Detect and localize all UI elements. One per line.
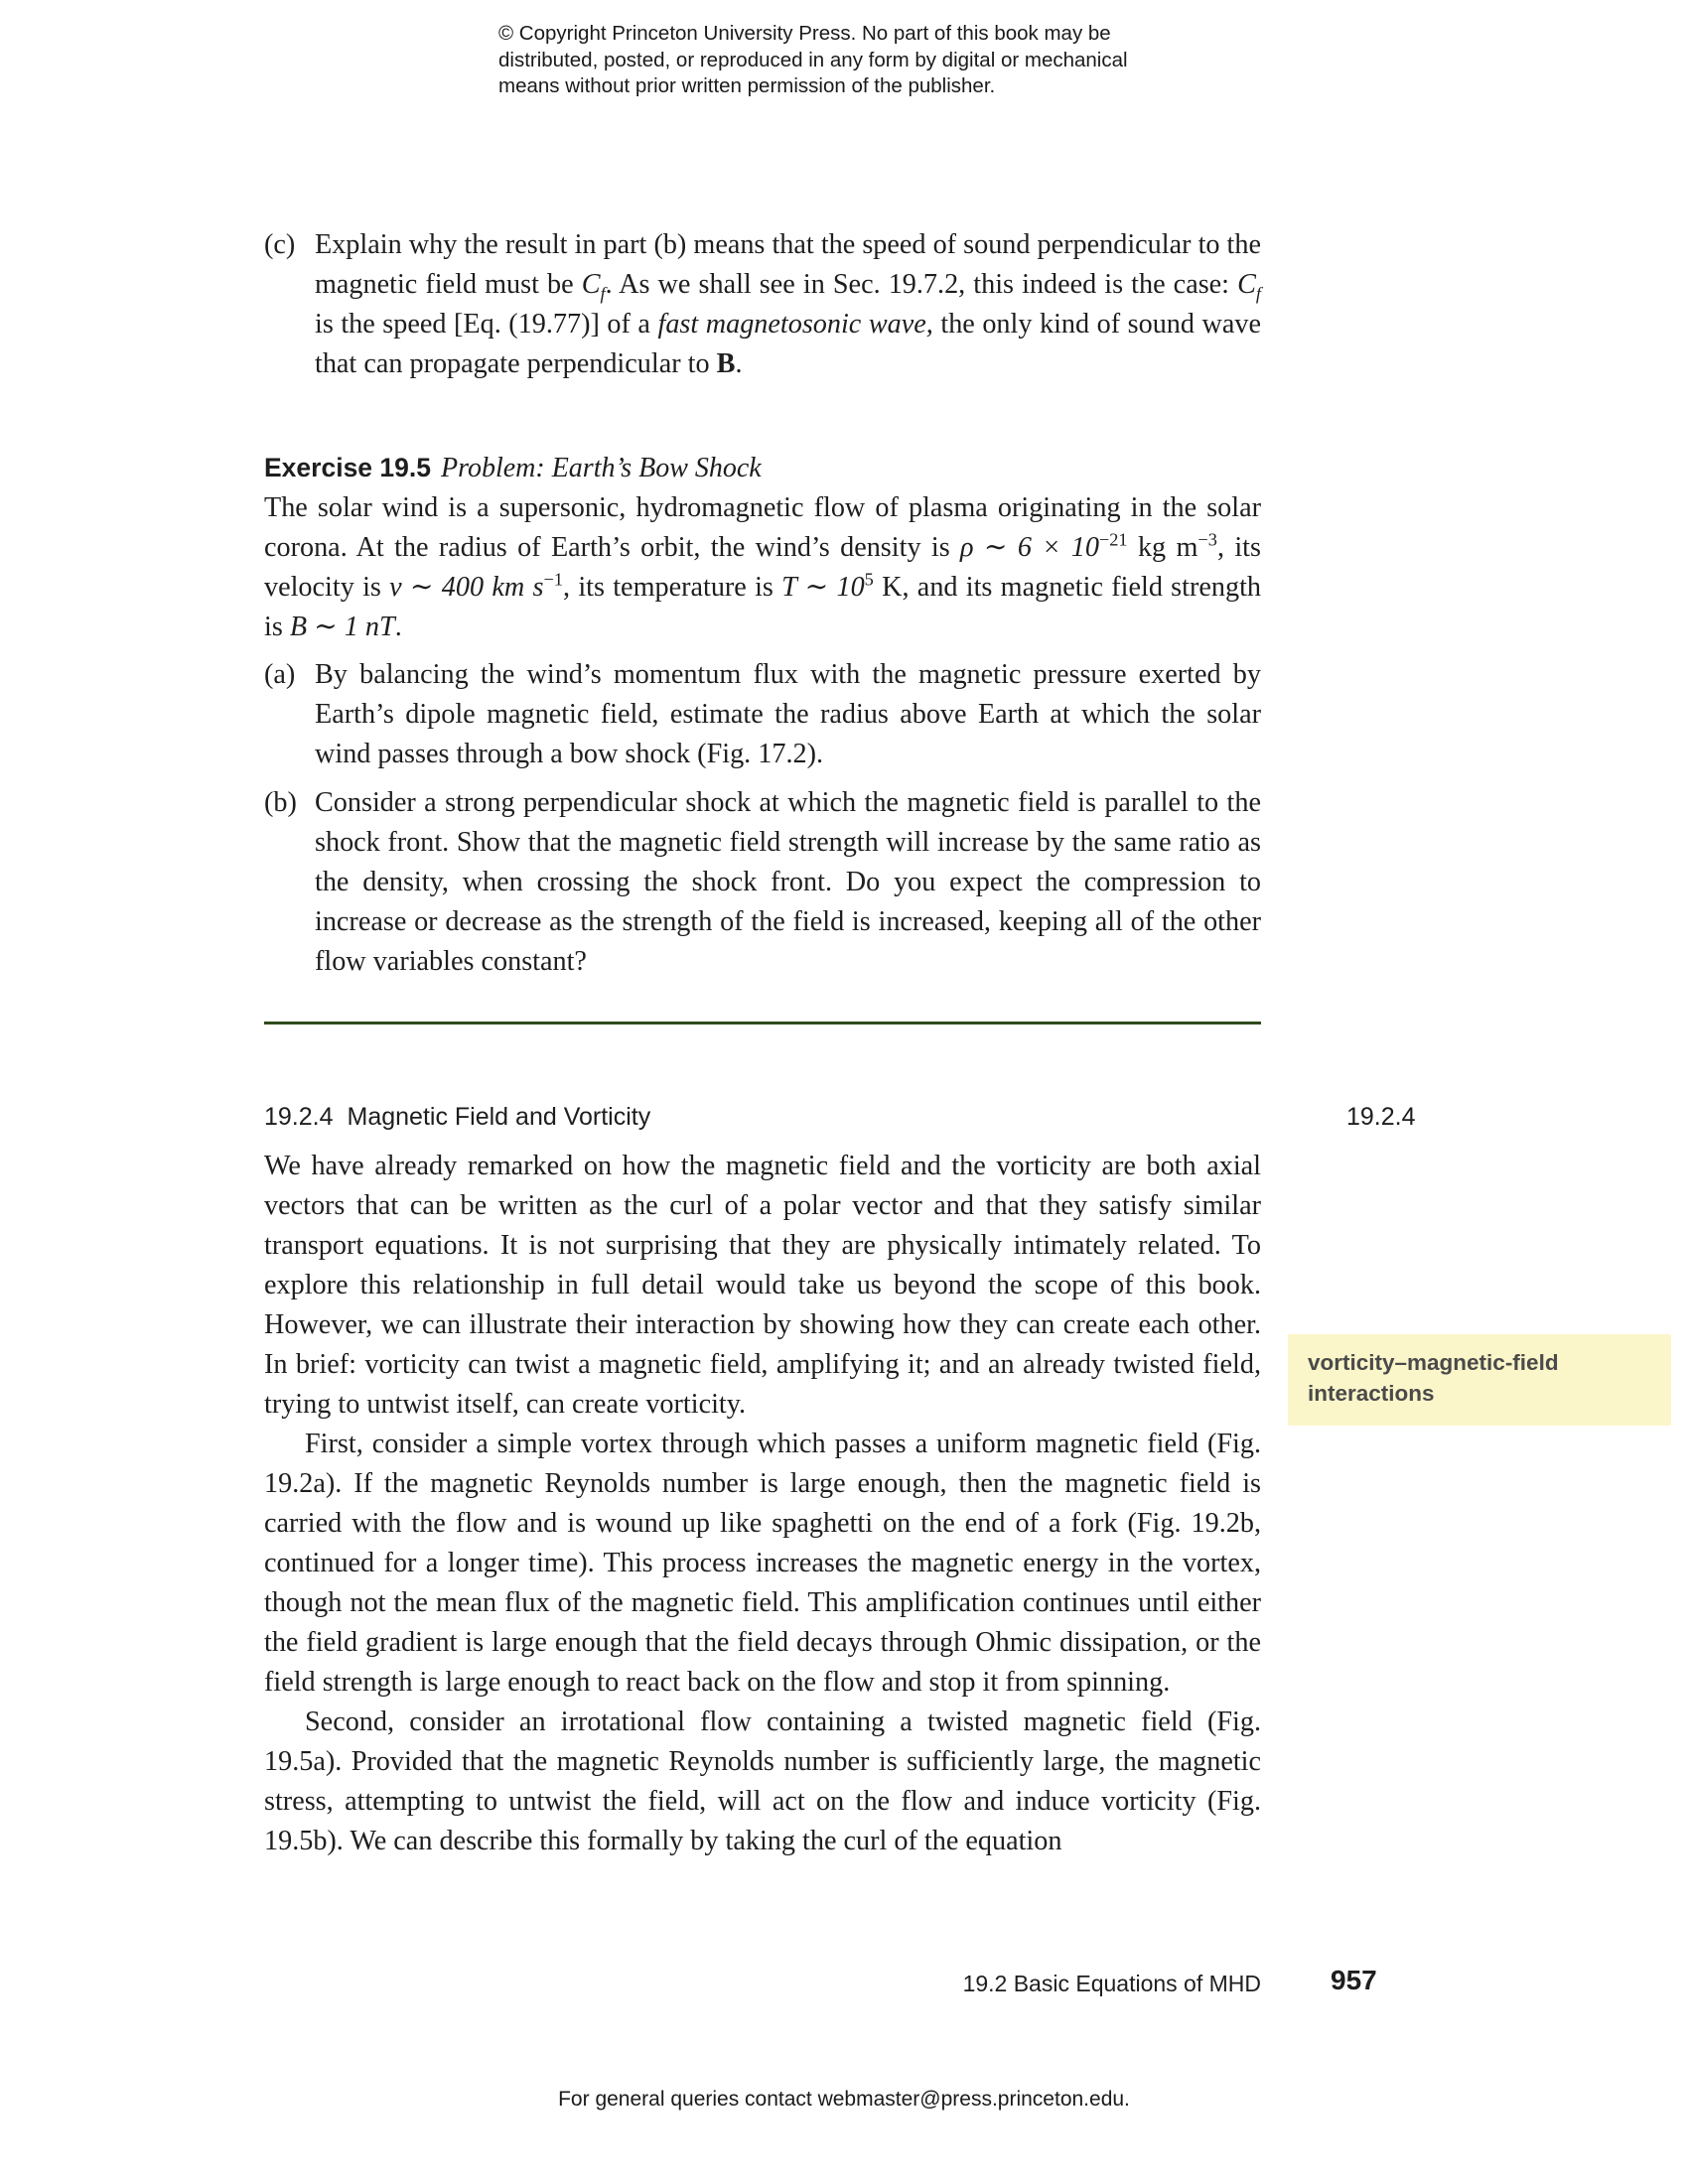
contact-footer: For general queries contact webmaster@press.princeton.edu. — [558, 2088, 1130, 2111]
exercise-end-rule — [264, 1022, 1261, 1024]
body-paragraph: First, consider a simple vortex through which passes a uniform magnetic field (Fig. 19.2a). If the magnetic Reynolds number is large enough, then the magnetic field is carried with the flow and is wound up like spaghetti on the end of a fork (Fig. 19.2b, continued for a longer time). This process increases the magnetic energy in the vortex, though not the mean flux of the magnetic field. This amplification continues until either the field gradient is large enough that the field decays through Ohmic dissipation, or the field strength is large enough to react back on the flow and stop it from spinning. — [264, 1429, 1261, 1698]
section-body — [264, 1147, 1261, 1861]
part-c-label: (c) — [264, 229, 296, 260]
part-b-label: (b) — [264, 787, 297, 818]
part-a-label: (a) — [264, 659, 296, 690]
body-paragraph: We have already remarked on how the magnetic field and the vorticity are both axial vectors that can be written as the curl of a polar vector and that they satisfy similar transport equations. It is not surprising that they are physically intimately related. To explore this relationship in full detail would take us beyond the scope of this book. However, we can illustrate their interaction by showing how they can create each other. In brief: vorticity can twist a magnetic field, amplifying it; and an already twisted field, trying to untwist itself, can create vorticity. — [264, 1151, 1261, 1420]
part-c-item: (c) Explain why the result in part (b) means that the speed of sound perpendicular to the magnetic field must be $C_f$. As we shall see in Sec. 19.7.2, this indeed is the case: $C_f$ is the speed [Eq. (19.77)] of a fast magnetosonic wave, the only kind of sound wave that can propagate perpendicular to B. — [264, 225, 1261, 384]
part-b-text: Consider a strong perpendicular shock at which the magnetic field is parallel to the shock front. Show that the magnetic field strength will increase by the same ratio as the density, when crossing the shock front. Do you expect the compression to increase or decrease as the strength of the field is increased, keeping all of the other flow variables constant? — [315, 787, 1261, 977]
exercise-part-b — [264, 783, 1261, 982]
margin-section-number: 19.2.4 — [1346, 1103, 1416, 1131]
part-a-text: By balancing the wind’s momentum flux with the magnetic pressure exerted by Earth’s dipole magnetic field, estimate the radius above Earth at which the solar wind passes through a bow shock (Fig. 17.2). — [315, 659, 1261, 769]
copyright-notice — [498, 21, 1213, 100]
copyright-line: means without prior written permission of the publisher. — [498, 74, 996, 97]
marginal-note: vorticity–magnetic-field interactions — [1288, 1334, 1671, 1426]
exercise-part-a — [264, 655, 1261, 774]
exercise-heading — [264, 448, 1261, 488]
section-title: Magnetic Field and Vorticity — [347, 1103, 651, 1131]
body-paragraph: Second, consider an irrotational flow containing a twisted magnetic field (Fig. 19.5a). Provided that the magnetic Reynolds number is sufficiently large, the magnetic stress, attempting to untwist the field, will act on the flow and induce vorticity (Fig. 19.5b). We can describe this formally by taking the curl of the equation — [264, 1706, 1261, 1856]
exercise-intro: The solar wind is a supersonic, hydromagnetic flow of plasma originating in the solar corona. At the radius of Earth’s orbit, the wind’s density is ρ ∼ $6 \times 10^{-21}$ kg $m^{-3}$, its velocity is v ∼ 400 km $s^{-1}$, its temperature is T ∼ $10^5$ K, and its magnetic field strength is B ∼ 1 nT. — [264, 492, 1261, 642]
running-footer: 19.2 Basic Equations of MHD — [962, 1971, 1261, 1996]
part-c-block — [264, 225, 1261, 384]
copyright-line: distributed, posted, or reproduced in any form by digital or mechanical — [498, 48, 1128, 71]
exercise-number: Exercise 19.5 — [264, 453, 431, 482]
section-heading — [264, 1101, 650, 1133]
copyright-line: © Copyright Princeton University Press. No part of this book may be — [498, 22, 1111, 45]
exercise-block — [264, 448, 1261, 982]
exercise-title: Problem: Earth’s Bow Shock — [440, 453, 762, 483]
page-number: 957 — [1331, 1965, 1377, 1995]
section-number: 19.2.4 — [264, 1103, 334, 1131]
